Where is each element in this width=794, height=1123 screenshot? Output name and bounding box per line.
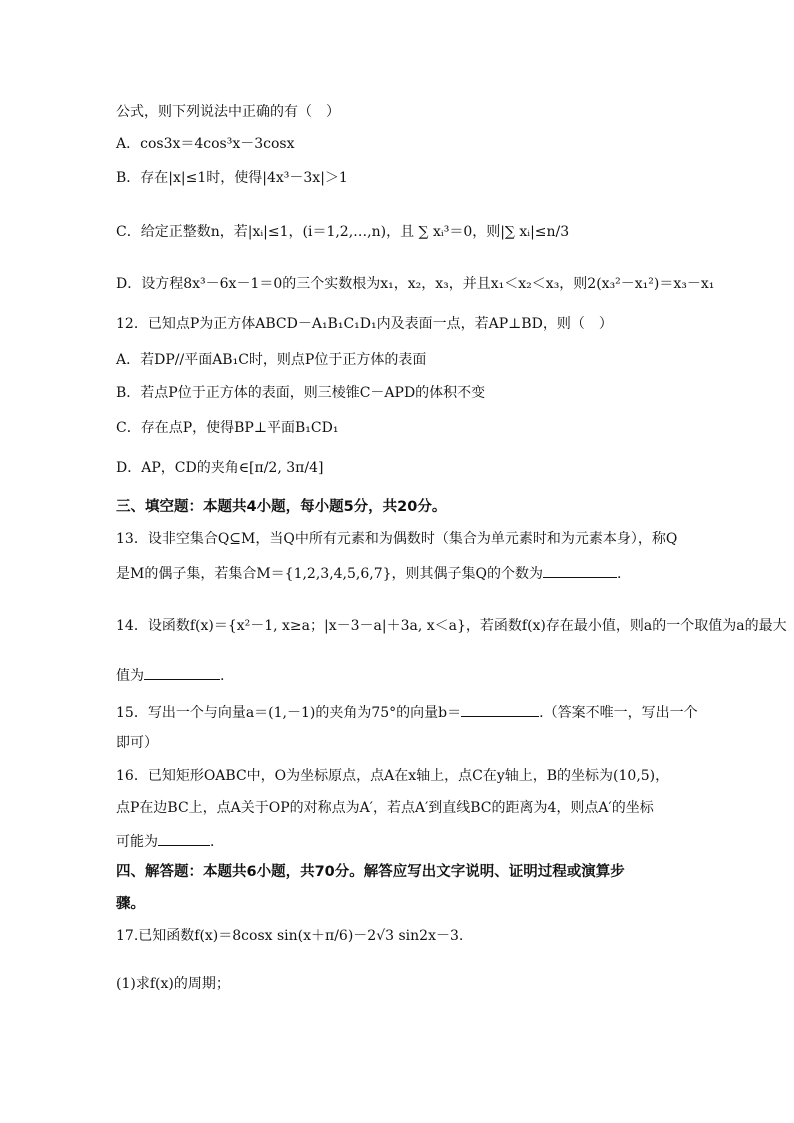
text-line-q11-a: [116, 134, 724, 154]
line-text: 可能为: [116, 834, 158, 850]
text-line-q17-1: [116, 974, 724, 994]
line-text: 点P在边BC上，点A关于OP的对称点为A′，若点A′到直线BC的距离为4，则点A′的坐标: [116, 800, 654, 816]
line-text-after-blank: .: [617, 566, 622, 582]
line-text: C．给定正整数n，若|xᵢ|≤1，(i＝1,2,…,n)，且 ∑ xᵢ³＝0，则|∑ xᵢ|≤n/3: [116, 224, 570, 240]
text-line-sec4-2: [116, 894, 724, 914]
answer-blank: [543, 562, 617, 578]
line-text: C．存在点P，使得BP⊥平面B₁CD₁: [116, 420, 339, 436]
line-text: 13．设非空集合Q⊆M，当Q中所有元素和为偶数时（集合为单元素时和为元素本身），称Q: [116, 531, 678, 547]
line-text-after-blank: ．: [210, 834, 224, 850]
line-text: 公式，则下列说法中正确的有（ ）: [116, 104, 340, 120]
line-text: 三、填空题：本题共4小题，每小题5分，共20分。: [116, 499, 447, 515]
line-text: 是M的偶子集，若集合M＝{1,2,3,4,5,6,7}，则其偶子集Q的个数为: [116, 566, 544, 582]
text-line-q16-3: [116, 830, 724, 852]
line-text: 即可）: [116, 735, 158, 751]
text-line-q13-2: [116, 562, 724, 584]
answer-blank: [144, 664, 220, 680]
line-text: 14．设函数f(x)＝{x²－1, x≥a；|x－3－a|＋3a, x＜a}，若函数f(x)存在最小值，则a的一个取值为a的最大: [116, 618, 787, 634]
line-text: 四、解答题：本题共6小题，共70分。解答应写出文字说明、证明过程或演算步: [116, 864, 625, 880]
text-line-q15-1: [116, 701, 724, 723]
line-text: A．cos3x＝4cos³x－3cosx: [116, 136, 295, 152]
line-text: 骤。: [116, 896, 145, 912]
text-line-q12: [116, 314, 724, 334]
text-line-q12-d: [116, 458, 724, 478]
text-line-q12-a: [116, 350, 724, 370]
text-line-q16-2: [116, 798, 724, 818]
line-text: 值为: [116, 668, 144, 684]
line-text: B．存在|x|≤1时，使得|4x³－3x|＞1: [116, 170, 348, 186]
text-line-q11-d: [116, 274, 724, 294]
text-line-q14-2: [116, 664, 724, 686]
text-line-sec4-1: [116, 862, 724, 882]
line-text: B．若点P位于正方体的表面，则三棱锥C－APD的体积不变: [116, 385, 486, 401]
line-text-after-blank: .: [220, 668, 225, 684]
line-text: D．设方程8x³－6x－1＝0的三个实数根为x₁，x₂，x₃，并且x₁＜x₂＜x₃，则2(x₃²－x₁²)＝x₃－x₁: [116, 276, 715, 292]
answer-blank: [461, 701, 539, 717]
text-line-q11-tail: [116, 102, 724, 122]
text-line-q17: [116, 926, 724, 946]
text-line-q12-b: [116, 383, 724, 403]
text-line-q11-c: [116, 222, 724, 242]
text-line-q12-c: [116, 418, 724, 438]
line-text: A．若DP//平面AB₁C时，则点P位于正方体的表面: [116, 352, 427, 368]
line-text: 17.已知函数f(x)＝8cosx sin(x＋π/6)－2√3 sin2x－3.: [116, 928, 464, 944]
text-line-q16-1: [116, 766, 724, 786]
line-text: 15．写出一个与向量a＝(1,－1)的夹角为75°的向量b＝: [116, 705, 462, 721]
line-text: D．AP，CD的夹角∈[π/2, 3π/4]: [116, 460, 324, 476]
text-line-q11-b: [116, 168, 724, 188]
line-text: 12．已知点P为正方体ABCD－A₁B₁C₁D₁内及表面一点，若AP⊥BD，则（ ）: [116, 316, 613, 332]
line-text: (1)求f(x)的周期；: [116, 976, 230, 992]
line-text: 16．已知矩形OABC中，O为坐标原点，点A在x轴上，点C在y轴上，B的坐标为(10,5)，: [116, 768, 670, 784]
text-line-q14-1: [116, 616, 787, 636]
answer-blank: [158, 830, 210, 846]
text-line-q13-1: [116, 529, 724, 549]
text-line-sec3: [116, 497, 724, 517]
text-line-q15-2: [116, 733, 724, 753]
line-text-after-blank: .（答案不唯一，写出一个: [539, 705, 698, 721]
